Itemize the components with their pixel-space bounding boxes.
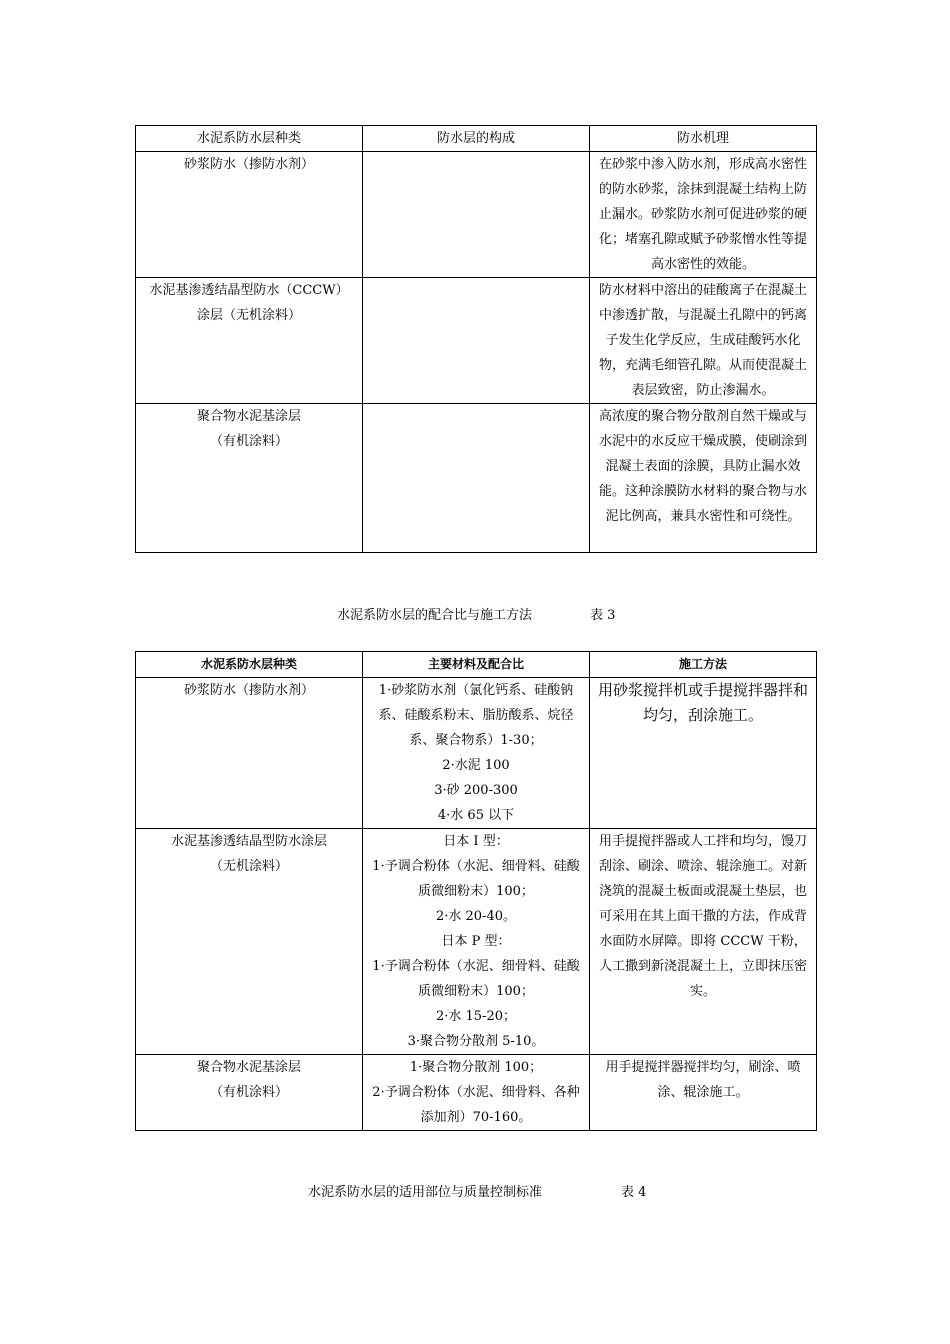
method-cell: 用砂浆搅拌机或手提搅拌器拌和均匀，刮涂施工。	[590, 678, 817, 829]
type-cell	[136, 278, 363, 404]
materials-line: 2·水 15-20；	[435, 1009, 516, 1024]
type-line: 水泥基渗透结晶型防水（CCCW）	[149, 283, 349, 298]
type-line: 聚合物水泥基涂层	[196, 409, 301, 424]
materials-line: 日本 P 型：	[441, 934, 511, 949]
materials-line: 日本 I 型：	[443, 834, 509, 849]
materials-line: 1·聚合物分散剂 100；	[409, 1060, 543, 1075]
composition-cell	[363, 404, 590, 553]
materials-line: 2·予调合粉体（水泥、细骨料、各种添加剂）70-160。	[372, 1085, 580, 1125]
type-cell	[136, 1055, 363, 1131]
mechanism-cell: 在砂浆中渗入防水剂，形成高水密性的防水砂浆，涂抹到混凝土结构上防止漏水。砂浆防水剂可促进砂浆的硬化；堵塞孔隙或赋予砂浆憎水性等提高水密性的效能。	[590, 152, 817, 278]
materials-line: 1·砂浆防水剂（氯化钙系、硅酸钠系、硅酸系粉末、脂肪酸系、烷径系、聚合物系）1-30；	[378, 683, 574, 748]
method-cell: 用手提搅拌器搅拌均匀，刷涂、喷涂、辊涂施工。	[590, 1055, 817, 1131]
materials-line: 4·水 65 以下	[437, 808, 515, 823]
type-line: 砂浆防水（掺防水剂）	[183, 683, 314, 698]
column-header: 水泥系防水层种类	[136, 652, 363, 678]
table4-caption-number: 表 4	[621, 1185, 647, 1200]
column-header: 防水机理	[590, 126, 817, 152]
column-header: 水泥系防水层种类	[136, 126, 363, 152]
materials-line: 2·水 20-40。	[435, 909, 516, 924]
type-line: 水泥基渗透结晶型防水涂层	[170, 834, 327, 849]
type-line: 涂层（无机涂料）	[196, 308, 301, 323]
mechanism-cell: 防水材料中溶出的硅酸离子在混凝土中渗透扩散，与混凝土孔隙中的钙离子发生化学反应，生成硅酸钙水化物，充满毛细管孔隙。从而使混凝土表层致密，防止渗漏水。	[590, 278, 817, 404]
composition-cell	[363, 278, 590, 404]
table3-caption-number: 表 3	[590, 608, 616, 623]
materials-line: 3·砂 200-300	[434, 783, 518, 798]
type-line: 聚合物水泥基涂层	[196, 1060, 301, 1075]
materials-cell	[363, 678, 590, 829]
table-row	[136, 152, 817, 278]
table-header-row	[136, 652, 817, 678]
type-line: 砂浆防水（掺防水剂）	[183, 157, 314, 172]
column-header: 主要材料及配合比	[363, 652, 590, 678]
type-line: （无机涂料）	[209, 859, 288, 874]
method-cell: 用手提搅拌器或人工拌和均匀，馒刀刮涂、刷涂、喷涂、辊涂施工。对新浇筑的混凝土板面或混凝土垫层，也可采用在其上面干撒的方法，作成背水面防水屏障。即将 CCCW 干粉，人工撒到新浇混凝土上，立即抹压密实。	[590, 829, 817, 1055]
composition-cell	[363, 152, 590, 278]
table-row	[136, 678, 817, 829]
materials-line: 1·予调合粉体（水泥、细骨料、硅酸质微细粉末）100；	[372, 859, 580, 899]
materials-line: 3·聚合物分散剂 5-10。	[407, 1034, 545, 1049]
column-header: 防水层的构成	[363, 126, 590, 152]
materials-line: 1·予调合粉体（水泥、细骨料、硅酸质微细粉末）100；	[372, 959, 580, 999]
mix-ratio-construction-table	[135, 651, 817, 1131]
table4-caption-title: 水泥系防水层的适用部位与质量控制标准	[308, 1185, 543, 1200]
table-header-row	[136, 126, 817, 152]
materials-line: 2·水泥 100	[442, 758, 510, 773]
table-row	[136, 1055, 817, 1131]
waterproofing-mechanism-table	[135, 125, 817, 553]
table-row	[136, 278, 817, 404]
type-line: （有机涂料）	[209, 434, 288, 449]
column-header: 施工方法	[590, 652, 817, 678]
type-cell	[136, 152, 363, 278]
table-row	[136, 404, 817, 553]
mechanism-cell: 高浓度的聚合物分散剂自然干燥或与水泥中的水反应干燥成膜，使刷涂到混凝土表面的涂膜，具防止漏水效能。这种涂膜防水材料的聚合物与水泥比例高，兼具水密性和可绕性。	[590, 404, 817, 553]
materials-cell	[363, 829, 590, 1055]
type-cell	[136, 678, 363, 829]
type-line: （有机涂料）	[209, 1085, 288, 1100]
type-cell	[136, 404, 363, 553]
table3-caption-title: 水泥系防水层的配合比与施工方法	[337, 608, 533, 623]
materials-cell	[363, 1055, 590, 1131]
table-row	[136, 829, 817, 1055]
type-cell	[136, 829, 363, 1055]
